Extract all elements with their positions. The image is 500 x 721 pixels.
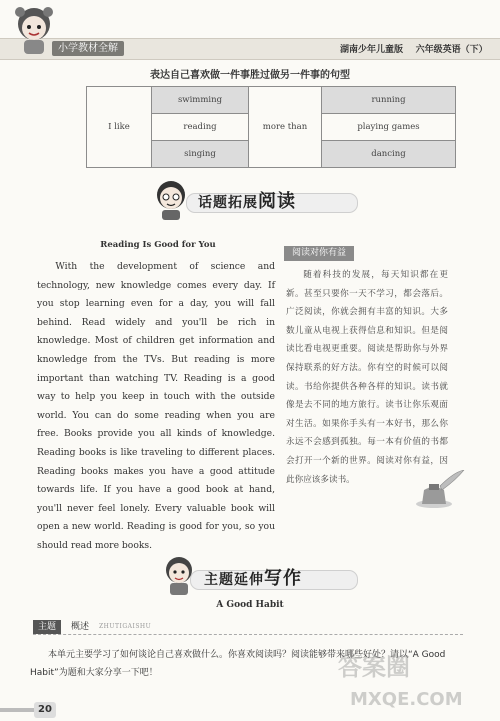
right-cell: dancing [322,141,456,168]
summary-subtitle: ZHUTIGAISHU [99,623,152,630]
page-stripe [0,708,34,712]
grade-label: 六年级英语（下） [415,45,488,55]
brand-tag: 小学教材全解 [52,41,124,56]
section-title-a: 话题拓展 [198,195,258,211]
left-cell: reading [152,114,249,141]
table-title: 表达自己喜欢做一件事胜过做另一件事的句型 [150,70,350,81]
reading-title: Reading Is Good for You [100,240,216,250]
page-number [0,702,60,718]
summary-label-b: 概述 [71,622,90,632]
section-banner-reading [150,185,360,215]
page-number-label: 20 [34,702,56,718]
translation-box [284,246,450,485]
left-cell: singing [152,141,249,168]
section-title [204,564,302,590]
divider [33,634,463,635]
summary-paragraph: 本单元主要学习了如何谈论自己喜欢做什么。你喜欢阅读吗？阅读能够带来哪些好处？请以“A Good Habit”为题和大家分享一下吧！ [30,650,446,678]
section-title [198,187,296,213]
section-title-b: 写作 [264,568,302,589]
translation-tag: 阅读对你有益 [284,246,354,261]
writing-kid-icon [160,552,198,596]
reading-passage [37,258,275,556]
section-banner-writing [160,562,360,592]
right-cell: playing games [322,114,456,141]
header-edition [340,42,488,55]
left-cell: swimming [152,87,249,114]
right-cell: running [322,87,456,114]
pattern-table [86,86,456,168]
connector-cell: more than [249,87,322,168]
reading-paragraph: With the development of science and technology, new knowledge comes every day. If you stop learning even for a day, you will fall behind. Read widely and you'll be rich in knowledge. Most of children get information and knowledge from the TVs. But reading is more important than watching TV. Reading is a good way to help you keep in touch with the outside world. You can do some reading when you are free. Books provide you all kinds of knowledge. Reading books is like traveling to different places. Reading books makes you have a good attitude towards life. If you have a good book at hand, you'll never feel lonely. Every valuable book will open a new world. Reading is good for you, so you should read more books. [37,261,275,551]
summary-label-a: 主题 [33,620,61,634]
mascot-icon [10,2,58,58]
reading-kid-icon [150,177,192,221]
writing-title: A Good Habit [216,600,284,610]
translation-paragraph: 随着科技的发展，每天知识都在更新。甚至只要你一天不学习，都会落后。广泛阅读，你就会拥有丰富的知识。大多数儿童从电视上获得信息和知识。但是阅读比看电视更重要。阅读是帮助你与外界保持联系的好方法。你有空的时候可以阅读。书给你提供各种各样的知识。读书就像是去不同的地方旅行。读书让你乐观面对生活。如果你手头有一本好书，那么你永远不会感到孤独。每一本有价值的书都会打开一个新的世界。阅读对你有益，因此你应该多读书。 [286,270,448,485]
watermark-logo [330,645,490,715]
svg-text:答案圈: 答案圈 [338,653,410,681]
inkwell-quill-icon [410,470,466,510]
edition-label: 湖南少年儿童版 [340,45,404,55]
section-title-a: 主题延伸 [204,572,264,588]
table-row [87,87,456,114]
section-title-b: 阅读 [258,191,296,212]
subject-cell: I like [87,87,152,168]
translation-text [286,266,448,489]
svg-text:MXQE.COM: MXQE.COM [350,689,463,710]
